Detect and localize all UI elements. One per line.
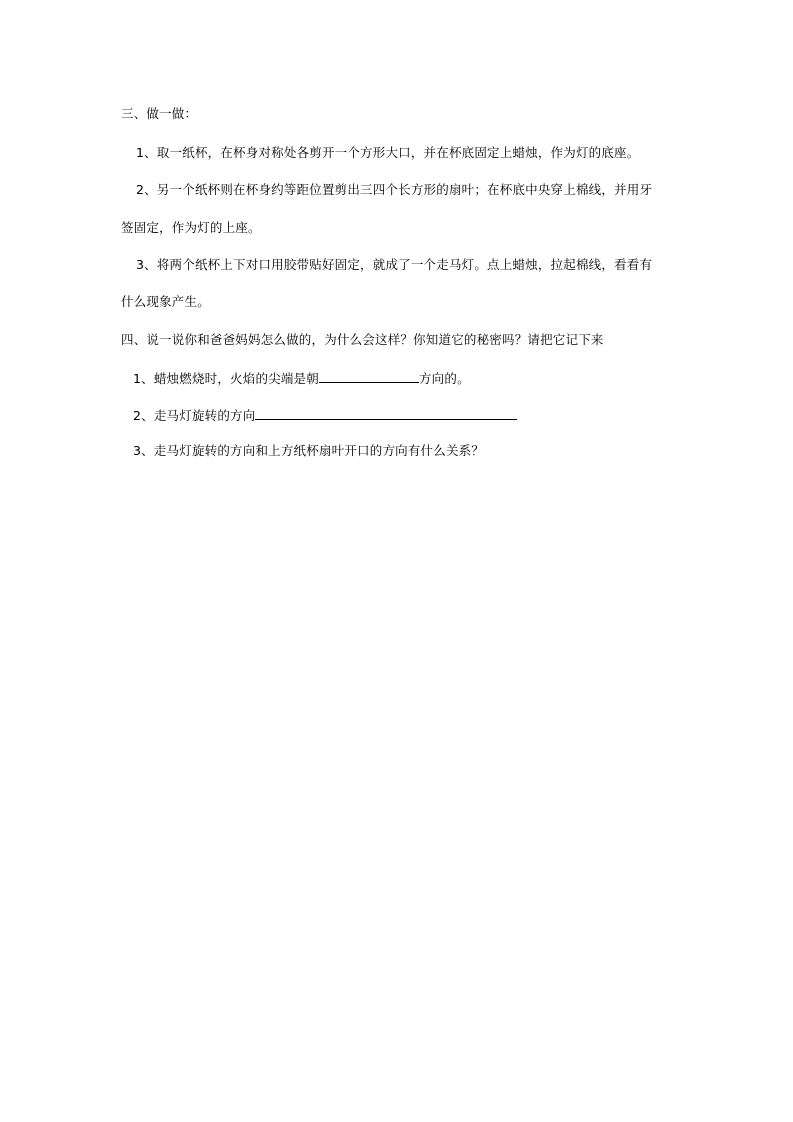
question-2-prefix: 2、走马灯旋转的方向 [133,408,256,423]
question-3: 3、走马灯旋转的方向和上方纸杯扇叶开口的方向有什么关系？ [133,443,485,458]
answer-blank-1[interactable] [319,369,419,383]
question-1-suffix: 方向的。 [418,371,470,386]
answer-blank-2[interactable] [255,406,517,420]
step-3-line-1: 3、将两个纸杯上下对口用胶带贴好固定，就成了一个走马灯。点上蜡烛，拉起棉线，看看有 [136,257,653,272]
step-1: 1、取一纸杯，在杯身对称处各剪开一个方形大口，并在杯底固定上蜡烛，作为灯的底座。 [136,145,640,160]
step-3-line-2: 什么现象产生。 [121,294,210,309]
question-1 [133,369,470,387]
question-2 [133,406,517,424]
step-2-line-2: 签固定，作为灯的上座。 [121,220,261,235]
question-1-prefix: 1、蜡烛燃烧时，火焰的尖端是朝 [133,371,319,386]
section-4-heading: 四、说一说你和爸爸妈妈怎么做的，为什么会这样？你知道它的秘密吗？请把它记下来 [121,332,604,347]
step-2-line-1: 2、另一个纸杯则在杯身约等距位置剪出三四个长方形的扇叶；在杯底中央穿上棉线，并用牙 [136,182,653,197]
section-3-heading: 三、做一做： [121,106,198,121]
